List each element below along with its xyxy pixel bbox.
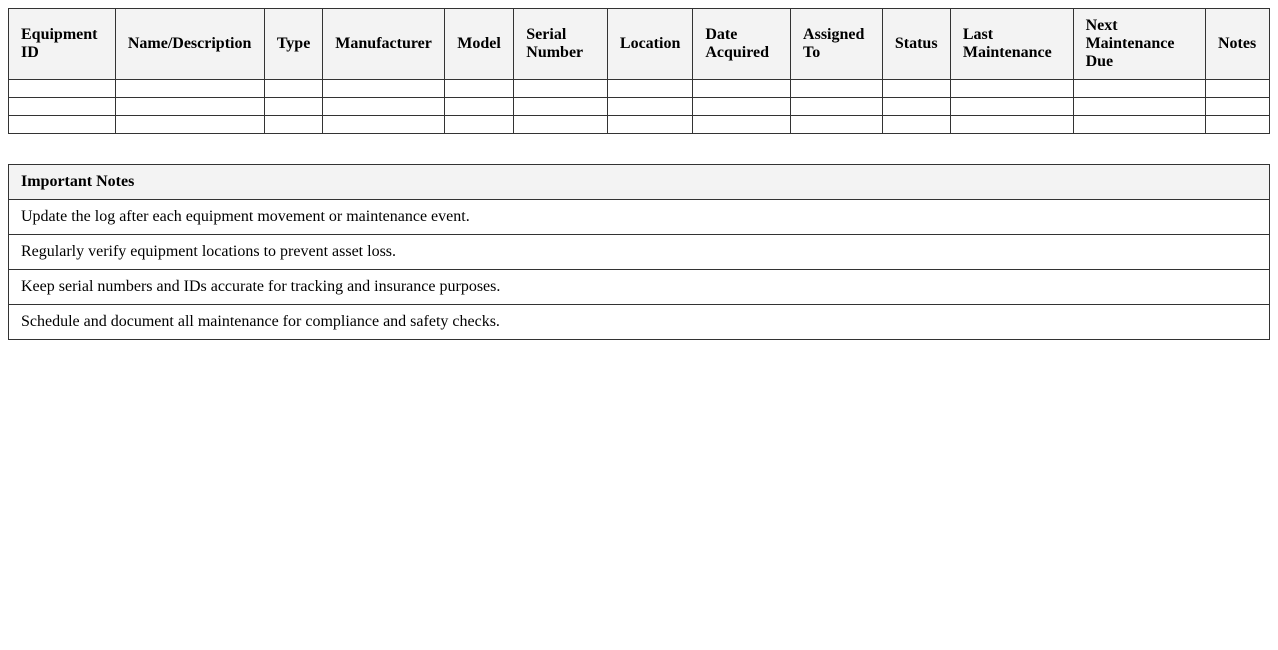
note-item: Update the log after each equipment movement or maintenance event. [9, 200, 1270, 235]
table-cell[interactable] [950, 80, 1073, 98]
table-cell[interactable] [693, 98, 791, 116]
note-row [9, 305, 1270, 340]
table-cell[interactable] [264, 98, 322, 116]
table-cell[interactable] [514, 80, 608, 98]
table-cell[interactable] [693, 80, 791, 98]
note-item: Keep serial numbers and IDs accurate for tracking and insurance purposes. [9, 270, 1270, 305]
header-type: Type [264, 9, 322, 80]
table-cell[interactable] [9, 116, 116, 134]
header-assigned-to: Assigned To [791, 9, 883, 80]
table-cell[interactable] [514, 98, 608, 116]
equipment-table-body [9, 80, 1270, 134]
header-manufacturer: Manufacturer [323, 9, 445, 80]
table-header-row [9, 9, 1270, 80]
equipment-log-table [8, 8, 1270, 134]
table-cell[interactable] [9, 98, 116, 116]
table-cell[interactable] [115, 80, 264, 98]
note-row [9, 200, 1270, 235]
table-cell[interactable] [882, 80, 950, 98]
header-name-description: Name/Description [115, 9, 264, 80]
header-next-maintenance-due: Next Maintenance Due [1073, 9, 1205, 80]
table-cell[interactable] [9, 80, 116, 98]
table-cell[interactable] [882, 98, 950, 116]
header-date-acquired: Date Acquired [693, 9, 791, 80]
note-item: Regularly verify equipment locations to prevent asset loss. [9, 235, 1270, 270]
header-location: Location [607, 9, 692, 80]
table-cell[interactable] [323, 98, 445, 116]
notes-title: Important Notes [9, 165, 1270, 200]
table-cell[interactable] [1205, 80, 1269, 98]
important-notes-table [8, 164, 1270, 340]
table-cell[interactable] [323, 116, 445, 134]
table-cell[interactable] [607, 98, 692, 116]
table-cell[interactable] [115, 116, 264, 134]
header-status: Status [882, 9, 950, 80]
header-serial-number: Serial Number [514, 9, 608, 80]
table-cell[interactable] [1205, 116, 1269, 134]
header-equipment-id: Equipment ID [9, 9, 116, 80]
table-row [9, 98, 1270, 116]
notes-header-row [9, 165, 1270, 200]
table-cell[interactable] [791, 98, 883, 116]
table-cell[interactable] [445, 80, 514, 98]
table-row [9, 116, 1270, 134]
table-cell[interactable] [1073, 116, 1205, 134]
note-item: Schedule and document all maintenance for compliance and safety checks. [9, 305, 1270, 340]
table-cell[interactable] [323, 80, 445, 98]
table-cell[interactable] [1205, 98, 1269, 116]
table-cell[interactable] [445, 98, 514, 116]
table-cell[interactable] [445, 116, 514, 134]
header-model: Model [445, 9, 514, 80]
table-row [9, 80, 1270, 98]
table-cell[interactable] [264, 80, 322, 98]
table-cell[interactable] [1073, 98, 1205, 116]
table-cell[interactable] [791, 80, 883, 98]
table-cell[interactable] [264, 116, 322, 134]
table-cell[interactable] [1073, 80, 1205, 98]
table-cell[interactable] [791, 116, 883, 134]
table-cell[interactable] [882, 116, 950, 134]
note-row [9, 270, 1270, 305]
page-content [8, 8, 1270, 340]
header-last-maintenance: Last Maintenance [950, 9, 1073, 80]
table-cell[interactable] [514, 116, 608, 134]
table-cell[interactable] [950, 98, 1073, 116]
note-row [9, 235, 1270, 270]
table-cell[interactable] [115, 98, 264, 116]
table-cell[interactable] [950, 116, 1073, 134]
header-notes: Notes [1205, 9, 1269, 80]
table-cell[interactable] [607, 116, 692, 134]
table-cell[interactable] [693, 116, 791, 134]
table-cell[interactable] [607, 80, 692, 98]
